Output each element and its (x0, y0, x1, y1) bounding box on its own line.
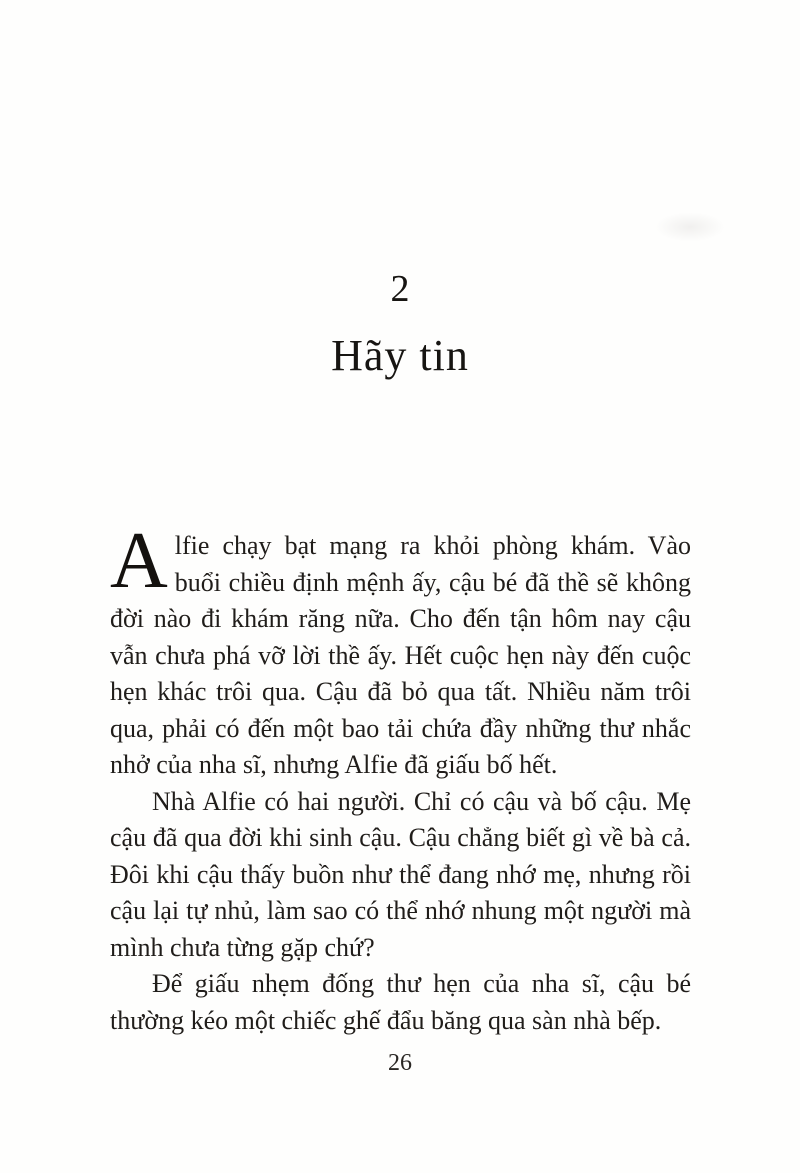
scan-smudge (655, 212, 725, 242)
page-number: 26 (388, 1050, 412, 1076)
paragraph-1 (110, 517, 691, 784)
paragraph-2: Nhà Alfie có hai người. Chỉ có cậu và bố cậu. Mẹ cậu đã qua đời khi sinh cậu. Cậu chẳng biết gì về bà cả. Đôi khi cậu thấy buồn như thể đang nhớ mẹ, nhưng rồi cậu lại tự nhủ, làm sao có thể nhớ nhung một người mà mình chưa từng gặp chứ? (110, 786, 691, 962)
paragraph-3: Để giấu nhẹm đống thư hẹn của nha sĩ, cậu bé thường kéo một chiếc ghế đẩu băng qua sàn nhà bếp. (110, 969, 691, 1035)
body-text (110, 517, 691, 1039)
chapter-number: 2 (390, 268, 410, 310)
chapter-title: Hãy tin (331, 331, 469, 380)
drop-cap-letter: A (110, 517, 168, 605)
paragraph-1-text: lfie chạy bạt mạng ra khỏi phòng khám. Vào buổi chiều định mệnh ấy, cậu bé đã thề sẽ không đời nào đi khám răng nữa. Cho đến tận hôm nay cậu vẫn chưa phá vỡ lời thề ấy. Hết cuộc hẹn này đến cuộc hẹn khác trôi qua. Cậu đã bỏ qua tất. Nhiều năm trôi qua, phải có đến một bao tải chứa đầy những thư nhắc nhở của nha sĩ, nhưng Alfie đã giấu bố hết. (110, 531, 691, 779)
